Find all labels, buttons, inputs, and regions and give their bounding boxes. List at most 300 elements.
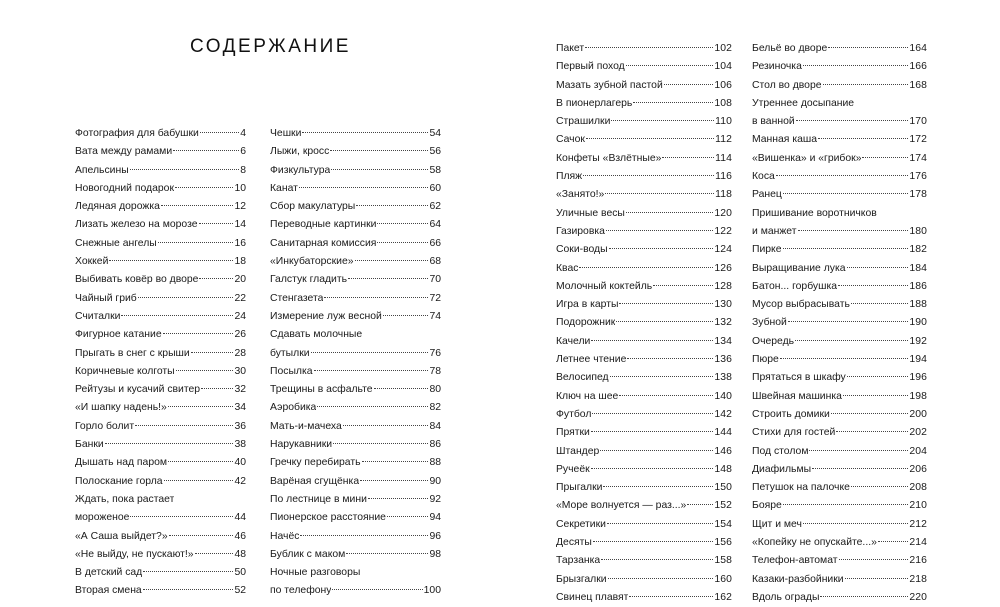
toc-entry-page: 164 (909, 43, 927, 54)
dot-leader (579, 267, 713, 268)
toc-entry (270, 363, 441, 381)
toc-entry-page: 58 (429, 164, 441, 176)
toc-entry-title: Строить домики (752, 408, 830, 420)
toc-entry (75, 363, 246, 381)
toc-entry-title: Петушок на палочке (752, 482, 850, 494)
toc-entry-title: Первый поход (556, 61, 625, 73)
dot-leader (836, 431, 908, 432)
toc-entry-page: 166 (909, 61, 927, 73)
toc-entry (270, 381, 441, 399)
toc-entry-title: Секретики (556, 518, 606, 530)
toc-entry-page: 140 (714, 390, 732, 402)
toc-entry-title: Батон... горбушка (752, 280, 838, 292)
toc-entry-page: 110 (715, 116, 732, 128)
toc-entry-title: «Копейку не опускайте...» (752, 537, 877, 549)
toc-entry (270, 180, 441, 198)
toc-entry-title: Резиночка (752, 61, 802, 73)
toc-entry-title: Стихи для гостей (752, 427, 836, 439)
toc-entry (270, 143, 441, 161)
dot-leader (619, 303, 713, 304)
toc-entry (556, 369, 732, 387)
toc-entry (75, 271, 246, 289)
toc-entry-page: 14 (234, 219, 246, 231)
toc-entry-title: Стол во дворе (752, 79, 822, 91)
toc-entry (556, 58, 732, 76)
toc-entry-title: Снежные ангелы (75, 237, 157, 249)
dot-leader (383, 315, 429, 316)
toc-entry (556, 131, 732, 149)
toc-entry-page: 214 (909, 537, 927, 549)
toc-entry (556, 314, 732, 332)
dot-leader (175, 187, 233, 188)
toc-entry-page: 154 (714, 518, 732, 530)
toc-entry (556, 168, 732, 186)
dot-leader (828, 47, 908, 48)
toc-entry (556, 260, 732, 278)
toc-entry-page: 202 (909, 427, 927, 439)
dot-leader (847, 267, 909, 268)
toc-entry (75, 381, 246, 399)
toc-entry-title: Вдоль ограды (752, 591, 820, 603)
toc-entry-page: 12 (234, 201, 246, 213)
toc-entry-page: 210 (909, 500, 927, 512)
dot-leader (135, 425, 233, 426)
dot-leader (300, 535, 428, 536)
toc-entry-page: 152 (714, 500, 732, 512)
toc-entry-title: Прыгалки (556, 482, 603, 494)
toc-entry-title: Зубной (752, 317, 787, 329)
toc-entry-page: 10 (234, 182, 246, 194)
toc-entry (752, 479, 927, 497)
toc-entry-title: «Занято!» (556, 189, 605, 201)
toc-entry-page: 94 (429, 512, 441, 524)
dot-leader (626, 212, 713, 213)
toc-entry (270, 418, 441, 436)
toc-entry-page: 196 (909, 372, 927, 384)
toc-entry-title: Горло болит (75, 420, 135, 432)
toc-entry (752, 351, 927, 369)
toc-entry-page: 88 (429, 457, 441, 469)
toc-entry (270, 253, 441, 271)
dot-leader (176, 370, 234, 371)
dot-leader (368, 498, 429, 499)
dot-leader (803, 65, 909, 66)
toc-entry-title: Бельё во дворе (752, 43, 828, 54)
toc-entry-page: 182 (909, 244, 927, 256)
dot-leader (831, 413, 909, 414)
dot-leader (377, 223, 428, 224)
toc-entry (752, 296, 927, 314)
toc-entry (752, 113, 927, 131)
toc-entry (75, 198, 246, 216)
toc-entry-title: Банки (75, 439, 104, 451)
toc-entry (270, 564, 441, 582)
dot-leader (593, 541, 713, 542)
toc-entry-title: Брызгалки (556, 573, 607, 585)
toc-entry-page: 64 (429, 219, 441, 231)
toc-entry-page: 116 (715, 171, 732, 183)
toc-entry-title: «Инкубаторские» (270, 256, 354, 268)
toc-entry-page: 100 (423, 585, 441, 597)
dot-leader (664, 84, 714, 85)
toc-entry (270, 509, 441, 527)
toc-entry (752, 186, 927, 204)
dot-leader (601, 559, 713, 560)
dot-leader (851, 303, 908, 304)
toc-entry (752, 260, 927, 278)
toc-entry-page: 44 (234, 512, 246, 524)
toc-entry-title: Бояре (752, 500, 782, 512)
dot-leader (374, 388, 429, 389)
dot-leader (591, 468, 714, 469)
toc-entry (556, 497, 732, 515)
toc-entry-page: 62 (429, 201, 441, 213)
toc-column-2 (270, 125, 441, 601)
dot-leader (168, 406, 234, 407)
toc-entry-page: 98 (429, 548, 441, 560)
toc-entry-title: Трещины в асфальте (270, 384, 373, 396)
toc-entry (752, 534, 927, 552)
toc-entry-title: Фотография для бабушки (75, 128, 199, 139)
toc-entry-page: 106 (714, 79, 732, 91)
toc-entry (752, 150, 927, 168)
dot-leader (795, 340, 908, 341)
toc-entry-page: 32 (234, 384, 246, 396)
toc-entry (270, 271, 441, 289)
toc-entry-title: Полоскание горла (75, 475, 163, 487)
toc-entry-page: 162 (714, 591, 732, 603)
dot-leader (662, 157, 714, 158)
toc-entry-page: 74 (429, 310, 441, 322)
toc-entry-page: 156 (714, 537, 732, 549)
toc-entry-title: Коричневые колготы (75, 365, 175, 377)
toc-entry-title: Посылка (270, 365, 313, 377)
dot-leader (173, 150, 239, 151)
dot-leader (585, 47, 713, 48)
dot-leader (843, 395, 908, 396)
toc-entry-title: Велосипед (556, 372, 609, 384)
dot-leader (332, 589, 422, 590)
toc-entry-page: 158 (714, 555, 732, 567)
toc-entry-title: Мусор выбрасывать (752, 299, 850, 311)
dot-leader (331, 169, 428, 170)
toc-entry-page: 108 (714, 97, 732, 109)
toc-entry-title: Манная каша (752, 134, 817, 146)
toc-entry-title: Газировка (556, 225, 605, 237)
toc-entry-page: 120 (714, 207, 732, 219)
toc-entry (752, 516, 927, 534)
toc-entry-page: 46 (234, 530, 246, 542)
toc-entry (556, 113, 732, 131)
toc-entry-title: Пляж (556, 171, 583, 183)
toc-entry-title: Фигурное катание (75, 329, 162, 341)
toc-entry-page: 190 (909, 317, 927, 329)
toc-entry-page: 72 (429, 292, 441, 304)
toc-entry-title: мороженое (75, 512, 130, 524)
toc-entry-page: 138 (714, 372, 732, 384)
dot-leader (583, 175, 714, 176)
dot-leader (798, 230, 909, 231)
toc-entry-title: Мать-и-мачеха (270, 420, 342, 432)
toc-entry-page: 176 (909, 171, 927, 183)
toc-entry (752, 552, 927, 570)
toc-entry-page: 134 (714, 335, 732, 347)
dot-leader (163, 333, 234, 334)
dot-leader (299, 187, 429, 188)
toc-entry-title: По лестнице в мини (270, 493, 367, 505)
dot-leader (195, 553, 234, 554)
toc-entry-title: Телефон-автомат (752, 555, 838, 567)
dot-leader (158, 242, 234, 243)
toc-entry-page: 206 (909, 463, 927, 475)
toc-entry (556, 95, 732, 113)
toc-entry (75, 528, 246, 546)
toc-entry-page: 6 (240, 146, 246, 158)
toc-entry (75, 308, 246, 326)
dot-leader (201, 388, 233, 389)
toc-entry-title: Начёс (270, 530, 300, 542)
toc-entry-title: Варёная сгущёнка (270, 475, 360, 487)
toc-entry (75, 436, 246, 454)
dot-leader (109, 260, 233, 261)
toc-column-1 (75, 125, 246, 601)
toc-entry-page: 142 (714, 408, 732, 420)
toc-entry (556, 479, 732, 497)
page-title: СОДЕРЖАНИЕ (190, 36, 351, 57)
toc-entry (752, 589, 927, 607)
toc-entry-page: 92 (429, 493, 441, 505)
toc-entry (75, 326, 246, 344)
toc-entry-title: Хоккей (75, 256, 109, 268)
toc-entry (75, 143, 246, 161)
toc-entry-title: Футбол (556, 408, 592, 420)
dot-leader (823, 84, 909, 85)
toc-entry-page: 220 (909, 591, 927, 603)
toc-entry-page: 104 (714, 61, 732, 73)
toc-entry-page: 28 (234, 347, 246, 359)
dot-leader (121, 315, 233, 316)
toc-entry-title: «Вишенка» и «грибок» (752, 152, 862, 164)
toc-entry-title: Диафильмы (752, 463, 812, 475)
dot-leader (605, 193, 714, 194)
toc-entry-page: 82 (429, 402, 441, 414)
toc-entry-title: Сбор макулатуры (270, 201, 356, 213)
toc-entry-title: Пирке (752, 244, 782, 256)
dot-leader (333, 443, 428, 444)
dot-leader (812, 468, 908, 469)
toc-entry-title: Подорожник (556, 317, 616, 329)
toc-entry-title: Пакет (556, 43, 585, 54)
toc-entry-page: 34 (234, 402, 246, 414)
toc-entry-page: 172 (909, 134, 927, 146)
toc-entry-page: 186 (909, 280, 927, 292)
toc-entry (270, 345, 441, 363)
toc-entry (752, 497, 927, 515)
dot-leader (356, 205, 428, 206)
dot-leader (878, 541, 908, 542)
dot-leader (847, 376, 909, 377)
toc-entry-title: Летнее чтение (556, 354, 627, 366)
dot-leader (317, 406, 428, 407)
toc-entry-title: Страшилки (556, 116, 611, 128)
toc-entry (270, 308, 441, 326)
toc-entry-title: Сачок (556, 134, 585, 146)
dot-leader (168, 461, 233, 462)
dot-leader (783, 504, 909, 505)
toc-entry (556, 278, 732, 296)
toc-entry-page: 66 (429, 237, 441, 249)
toc-entry (556, 534, 732, 552)
toc-entry-page: 208 (909, 482, 927, 494)
toc-entry (75, 235, 246, 253)
dot-leader (348, 278, 428, 279)
toc-entry (752, 424, 927, 442)
toc-entry-title: Ледяная дорожка (75, 201, 160, 213)
toc-entry-title: по телефону (270, 585, 332, 597)
toc-entry (556, 77, 732, 95)
toc-entry (752, 406, 927, 424)
dot-leader (169, 535, 234, 536)
toc-entry (270, 162, 441, 180)
toc-entry (75, 418, 246, 436)
toc-entry-page: 126 (714, 262, 732, 274)
toc-entry (270, 125, 441, 143)
toc-entry (556, 186, 732, 204)
toc-entry-page: 102 (714, 43, 732, 54)
toc-entry (75, 473, 246, 491)
toc-entry-page: 76 (429, 347, 441, 359)
toc-entry (270, 326, 441, 344)
toc-entry (752, 40, 927, 58)
toc-entry (556, 150, 732, 168)
toc-column-4 (752, 40, 927, 607)
dot-leader (611, 120, 714, 121)
toc-entry-title: Ранец (752, 189, 782, 201)
toc-entry (556, 205, 732, 223)
toc-entry (556, 424, 732, 442)
dot-leader (302, 132, 428, 133)
toc-entry-page: 70 (429, 274, 441, 286)
dot-leader (788, 321, 908, 322)
toc-entry (752, 58, 927, 76)
toc-entry (75, 345, 246, 363)
toc-entry (270, 491, 441, 509)
toc-entry-title: В детский сад (75, 567, 143, 579)
toc-entry (556, 516, 732, 534)
toc-entry (556, 406, 732, 424)
toc-entry-title: Молочный коктейль (556, 280, 653, 292)
toc-entry-title: Ночные разговоры (270, 567, 361, 579)
dot-leader (164, 480, 234, 481)
toc-entry-page: 192 (909, 335, 927, 347)
toc-entry-page: 194 (909, 354, 927, 366)
toc-entry-title: В пионерлагерь (556, 97, 633, 109)
toc-entry (270, 399, 441, 417)
toc-entry-title: «Не выйду, не пускают!» (75, 548, 194, 560)
dot-leader (130, 169, 240, 170)
toc-entry (752, 571, 927, 589)
dot-leader (105, 443, 234, 444)
dot-leader (783, 193, 909, 194)
toc-entry (270, 582, 441, 600)
toc-entry-title: Мазать зубной пастой (556, 79, 663, 91)
toc-entry-page: 4 (240, 128, 246, 139)
toc-entry-page: 90 (429, 475, 441, 487)
toc-entry (752, 369, 927, 387)
dot-leader (592, 413, 713, 414)
dot-leader (591, 340, 713, 341)
toc-entry-title: и манжет (752, 225, 797, 237)
toc-entry (752, 95, 927, 113)
toc-entry-page: 160 (714, 573, 732, 585)
dot-leader (143, 571, 233, 572)
toc-entry-title: Чайный гриб (75, 292, 137, 304)
toc-entry-title: Сдавать молочные (270, 329, 363, 341)
dot-leader (627, 358, 713, 359)
dot-leader (607, 523, 713, 524)
toc-entry-page: 42 (234, 475, 246, 487)
toc-entry-title: Щит и меч (752, 518, 802, 530)
dot-leader (143, 589, 234, 590)
toc-entry-page: 122 (714, 225, 732, 237)
toc-entry-title: Прятки (556, 427, 590, 439)
toc-entry-page: 118 (715, 189, 732, 201)
dot-leader (314, 370, 429, 371)
dot-leader (130, 516, 233, 517)
toc-entry-title: Галстук гладить (270, 274, 348, 286)
toc-entry-title: Игра в карты (556, 299, 619, 311)
toc-entry-title: Измерение луж весной (270, 310, 382, 322)
toc-entry (556, 443, 732, 461)
dot-leader (629, 596, 713, 597)
toc-entry (556, 388, 732, 406)
toc-entry-page: 18 (234, 256, 246, 268)
toc-entry-title: Соки-воды (556, 244, 608, 256)
toc-entry-page: 38 (234, 439, 246, 451)
toc-entry-title: Лыжи, кросс (270, 146, 330, 158)
toc-entry-title: Выращивание лука (752, 262, 846, 274)
dot-leader (377, 242, 428, 243)
toc-entry-page: 128 (714, 280, 732, 292)
toc-entry-title: в ванной (752, 116, 795, 128)
toc-entry (270, 454, 441, 472)
toc-entry-page: 80 (429, 384, 441, 396)
toc-entry-title: Аэробика (270, 402, 317, 414)
toc-entry (556, 461, 732, 479)
dot-leader (616, 321, 713, 322)
toc-entry-page: 60 (429, 182, 441, 194)
toc-entry (75, 399, 246, 417)
dot-leader (343, 425, 429, 426)
toc-entry-title: Гречку перебирать (270, 457, 361, 469)
toc-entry (75, 491, 246, 509)
dot-leader (311, 352, 429, 353)
toc-entry (270, 235, 441, 253)
toc-entry-page: 54 (429, 128, 441, 139)
toc-entry-title: Физкультура (270, 164, 331, 176)
toc-entry-page: 218 (909, 573, 927, 585)
toc-entry-page: 84 (429, 420, 441, 432)
toc-entry-title: «Море волнуется — раз...» (556, 500, 687, 512)
toc-entry-title: Стенгазета (270, 292, 324, 304)
toc-entry-title: Апельсины (75, 164, 129, 176)
toc-entry-title: Санитарная комиссия (270, 237, 377, 249)
toc-entry-page: 124 (714, 244, 732, 256)
toc-entry (752, 443, 927, 461)
dot-leader (839, 559, 909, 560)
toc-entry (556, 40, 732, 58)
toc-entry-page: 112 (715, 134, 732, 146)
